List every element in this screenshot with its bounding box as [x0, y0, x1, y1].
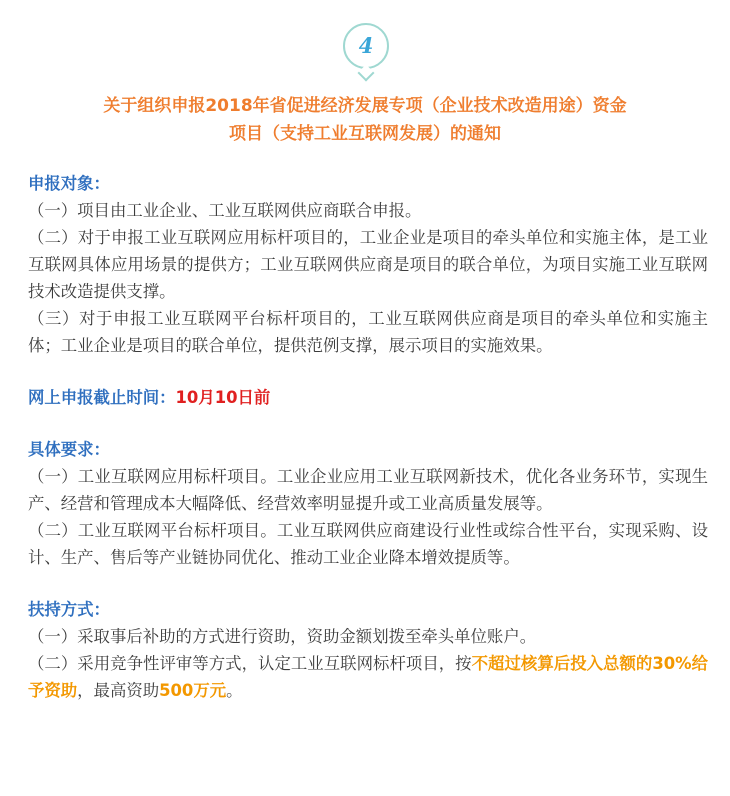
support-item-2 — [28, 650, 708, 704]
title-line-1: 关于组织申报2018年省促进经济发展专项（企业技术改造用途）资金 — [103, 96, 627, 116]
section-number-badge — [343, 23, 389, 69]
section-number: 4 — [358, 33, 374, 58]
requirements-item-2: （二）工业互联网平台标杆项目。工业互联网供应商建设行业性或综合性平台，实现采购、设计、生产、售后等产业链协同优化、推动工业企业降本增效提质等。 — [28, 521, 708, 567]
support-item-2-middle: ，最高资助 — [77, 681, 160, 700]
support-item-1: （一）采取事后补助的方式进行资助，资助金额划拨至牵头单位账户。 — [28, 627, 537, 646]
title-line-2: 项目（支持工业互联网发展）的通知 — [229, 124, 501, 144]
notice-title — [0, 92, 730, 148]
applicants-item-2: （二）对于申报工业互联网应用标杆项目的，工业企业是项目的牵头单位和实施主体，是工业互联网具体应用场景的提供方；工业互联网供应商是项目的联合单位，为项目实施工业互联网技术改造提供支撑。 — [28, 228, 708, 301]
support-item-2-prefix: （二）采用竞争性评审等方式，认定工业互联网标杆项目，按 — [28, 654, 472, 673]
deadline-value: 10月10日前 — [175, 388, 271, 407]
spacer — [28, 411, 708, 436]
subsidy-ratio-highlight: 不超过核算后投入总额的30%给予资助 — [28, 654, 708, 700]
deadline-line — [28, 384, 708, 411]
spacer — [28, 571, 708, 596]
applicants-heading: 申报对象： — [28, 174, 110, 193]
notice-body — [28, 170, 708, 704]
max-subsidy-highlight: 500万元 — [159, 681, 227, 700]
support-item-2-suffix: 。 — [226, 681, 243, 700]
applicants-item-1: （一）项目由工业企业、工业互联网供应商联合申报。 — [28, 201, 422, 220]
requirements-item-1: （一）工业互联网应用标杆项目。工业企业应用工业互联网新技术，优化各业务环节，实现生产、经营和管理成本大幅降低、经营效率明显提升或工业高质量发展等。 — [28, 467, 708, 513]
spacer — [28, 359, 708, 384]
requirements-heading: 具体要求： — [28, 440, 110, 459]
applicants-item-3: （三）对于申报工业互联网平台标杆项目的，工业互联网供应商是项目的牵头单位和实施主体；工业企业是项目的联合单位，提供范例支撑，展示项目的实施效果。 — [28, 309, 708, 355]
deadline-label: 网上申报截止时间： — [28, 388, 176, 407]
support-heading: 扶持方式： — [28, 600, 110, 619]
